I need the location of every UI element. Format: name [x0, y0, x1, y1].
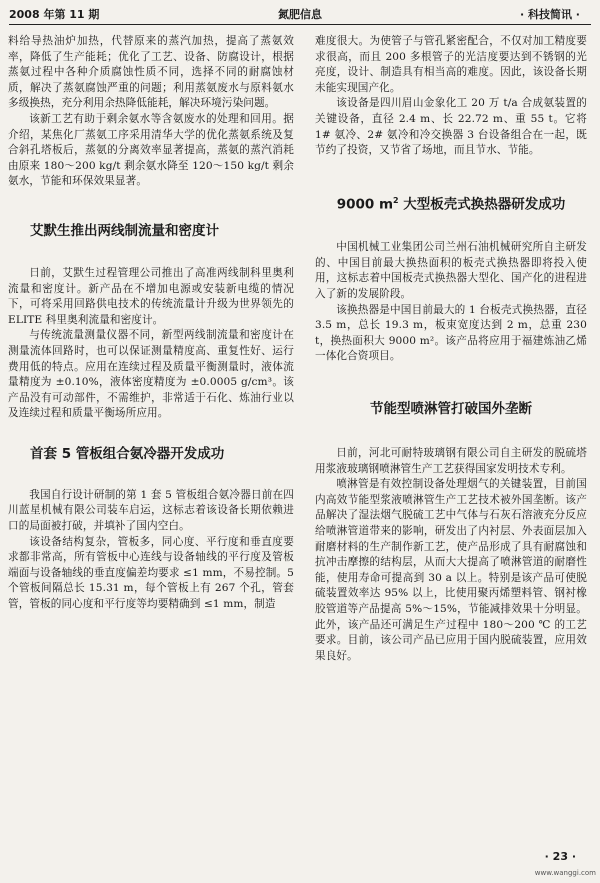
- intro-paragraph-2: 该新工艺有助于剩余氨水等含氨废水的处理和回用。据介绍，某焦化厂蒸氨工序采用清华大学的优化蒸氨系统及复合斜孔塔板后，蒸氨的分离效率显著提高，蒸氨的蒸汽消耗由原来 180～200 kg/t 剩余氨水降至 120～150 kg/t 剩余氨水，节能和环保效果显著。: [8, 112, 294, 188]
- exchanger-paragraph-2: 该换热器是中国目前最大的 1 台板壳式换热器，直径 3.5 m，总长 19.3 m，板束宽度达到 2 m，总重 230 t，换热面积大 9000 m²。该产品将应用于福建炼油乙烯一体化合资项目。: [315, 303, 587, 363]
- emerson-paragraph-2: 与传统流量测量仪器不同，新型两线制流量和密度计在测量流体回路时，也可以保证测量精度高、重复性好、运行费用低的特点。应用在连续过程及质量平衡测量时，液体流量精度为 ±0.10%，液体密度精度为 ±0.0005 g/cm³。该产品没有可动部件，不需维护，非常适于石化、炼油行业以及连续过程和质量平衡场所应用。: [8, 329, 294, 420]
- issue-label: 2008 年第 11 期: [9, 8, 100, 21]
- journal-title: 氮肥信息: [278, 8, 322, 21]
- cooler-continued-paragraph-1: 难度很大。为使管子与管孔紧密配合，不仅对加工精度要求很高，而且 200 多根管子的光洁度要达到不锈钢的光亮度，设计、制造具有相当高的难度。因此，该设备长期未能实现国产化。: [315, 35, 587, 94]
- spray-paragraph-2: 喷淋管是有效控制设备处理烟气的关键装置，目前国内高效节能型浆液喷淋管生产工艺技术被外国垄断。该产品解决了湿法烟气脱硫工艺中气体与石灰石溶液充分反应给喷淋管道带来的影响，研发出了内衬层、外表面层加入耐磨材料的生产制作新工艺，使产品形成了具有耐腐蚀和抗冲击摩擦的结构层，从而大大提高了喷淋管道的耐磨性能，使用寿命可提高到 30 a 以上。特别是该产品可使脱硫装置效率达 95% 以上，比使用聚丙烯塑料管、钢衬橡胶管道等产品提高 5%～15%，节能减排效果十分明显。此外，该产品还可满足生产过程中 180～200 ℃ 的工艺要求。目前，该公司产品已应用于国内脱硫装置，应用效果良好。: [315, 478, 587, 662]
- left-column: [8, 34, 294, 613]
- header-rule: [9, 24, 591, 25]
- page-number: · 23 ·: [544, 850, 576, 863]
- article-title-ammonia-cooler: 首套 5 管板组合氨冷器开发成功: [30, 445, 225, 462]
- article-title-emerson: 艾默生推出两线制流量和密度计: [30, 222, 219, 239]
- spray-paragraph-1: 日前，河北可耐特玻璃钢有限公司自主研发的脱硫塔用浆液玻璃钢喷淋管生产工艺获得国家发明技术专利。: [315, 447, 587, 475]
- cooler-paragraph-2: 该设备结构复杂，管板多，同心度、平行度和垂直度要求都非常高，所有管板中心连线与设备轴线的平行度及管板端面与设备轴线的垂直度偏差均要求 ≤1 mm，不易控制。5 个管板间隔总长 15.31 m，每个管板上有 267 个孔，管套管，管板的同心度和平行度等均要精确到 ≤1 mm，制造: [8, 535, 294, 611]
- emerson-paragraph-1: 日前，艾默生过程管理公司推出了高准两线制科里奥利流量和密度计。新产品在不增加电源或安装新电缆的情况下，可将采用回路供电技术的传统流量计升级为世界领先的 ELITE 科里奥利流量和密度计。: [8, 266, 294, 326]
- exchanger-paragraph-1: 中国机械工业集团公司兰州石油机械研究所自主研发的、中国目前最大换热面积的板壳式换热器即将投入使用，这标志着中国板壳式换热器大型化、国产化的进程进入了新的发展阶段。: [315, 241, 587, 301]
- article-title-heat-exchanger: 9000 $m^2$ 大型板壳式换热器研发成功: [336, 195, 566, 213]
- article-title-spray-pipe: 节能型喷淋管打破国外垄断: [370, 401, 532, 417]
- cooler-continued-paragraph-2: 该设备是四川眉山金象化工 20 万 t/a 合成氨装置的关键设备，直径 2.4 m、长 22.72 m、重 55 t。它将 1# 氨冷、2# 氨冷和冷交换器 3 台设备组合在一起，既节约了投资，又节省了场地，而且节水、节能。: [315, 97, 587, 157]
- cooler-paragraph-1: 我国自行设计研制的第 1 套 5 管板组合氨冷器日前在四川蓝星机械有限公司装车启运，这标志着该设备长期依赖进口的局面被打破，并填补了国内空白。: [8, 488, 294, 533]
- right-column: [315, 34, 587, 664]
- intro-paragraph-1: 料给导热油炉加热，代替原来的蒸汽加热，提高了蒸氨效率，降低了生产能耗；优化了工艺、设备、防腐设计，根据蒸氨过程中各种介质腐蚀性质不同，选择不同的耐腐蚀材质，解决了蒸氨腐蚀严重的问题；利用蒸氨废水与原料氨水多级换热，充分利用余热降低能耗，解决环境污染问题。: [8, 35, 294, 110]
- section-label: · 科技简讯 ·: [519, 8, 580, 21]
- page-header: [0, 0, 600, 28]
- source-watermark: www.wanggi.com: [534, 869, 596, 877]
